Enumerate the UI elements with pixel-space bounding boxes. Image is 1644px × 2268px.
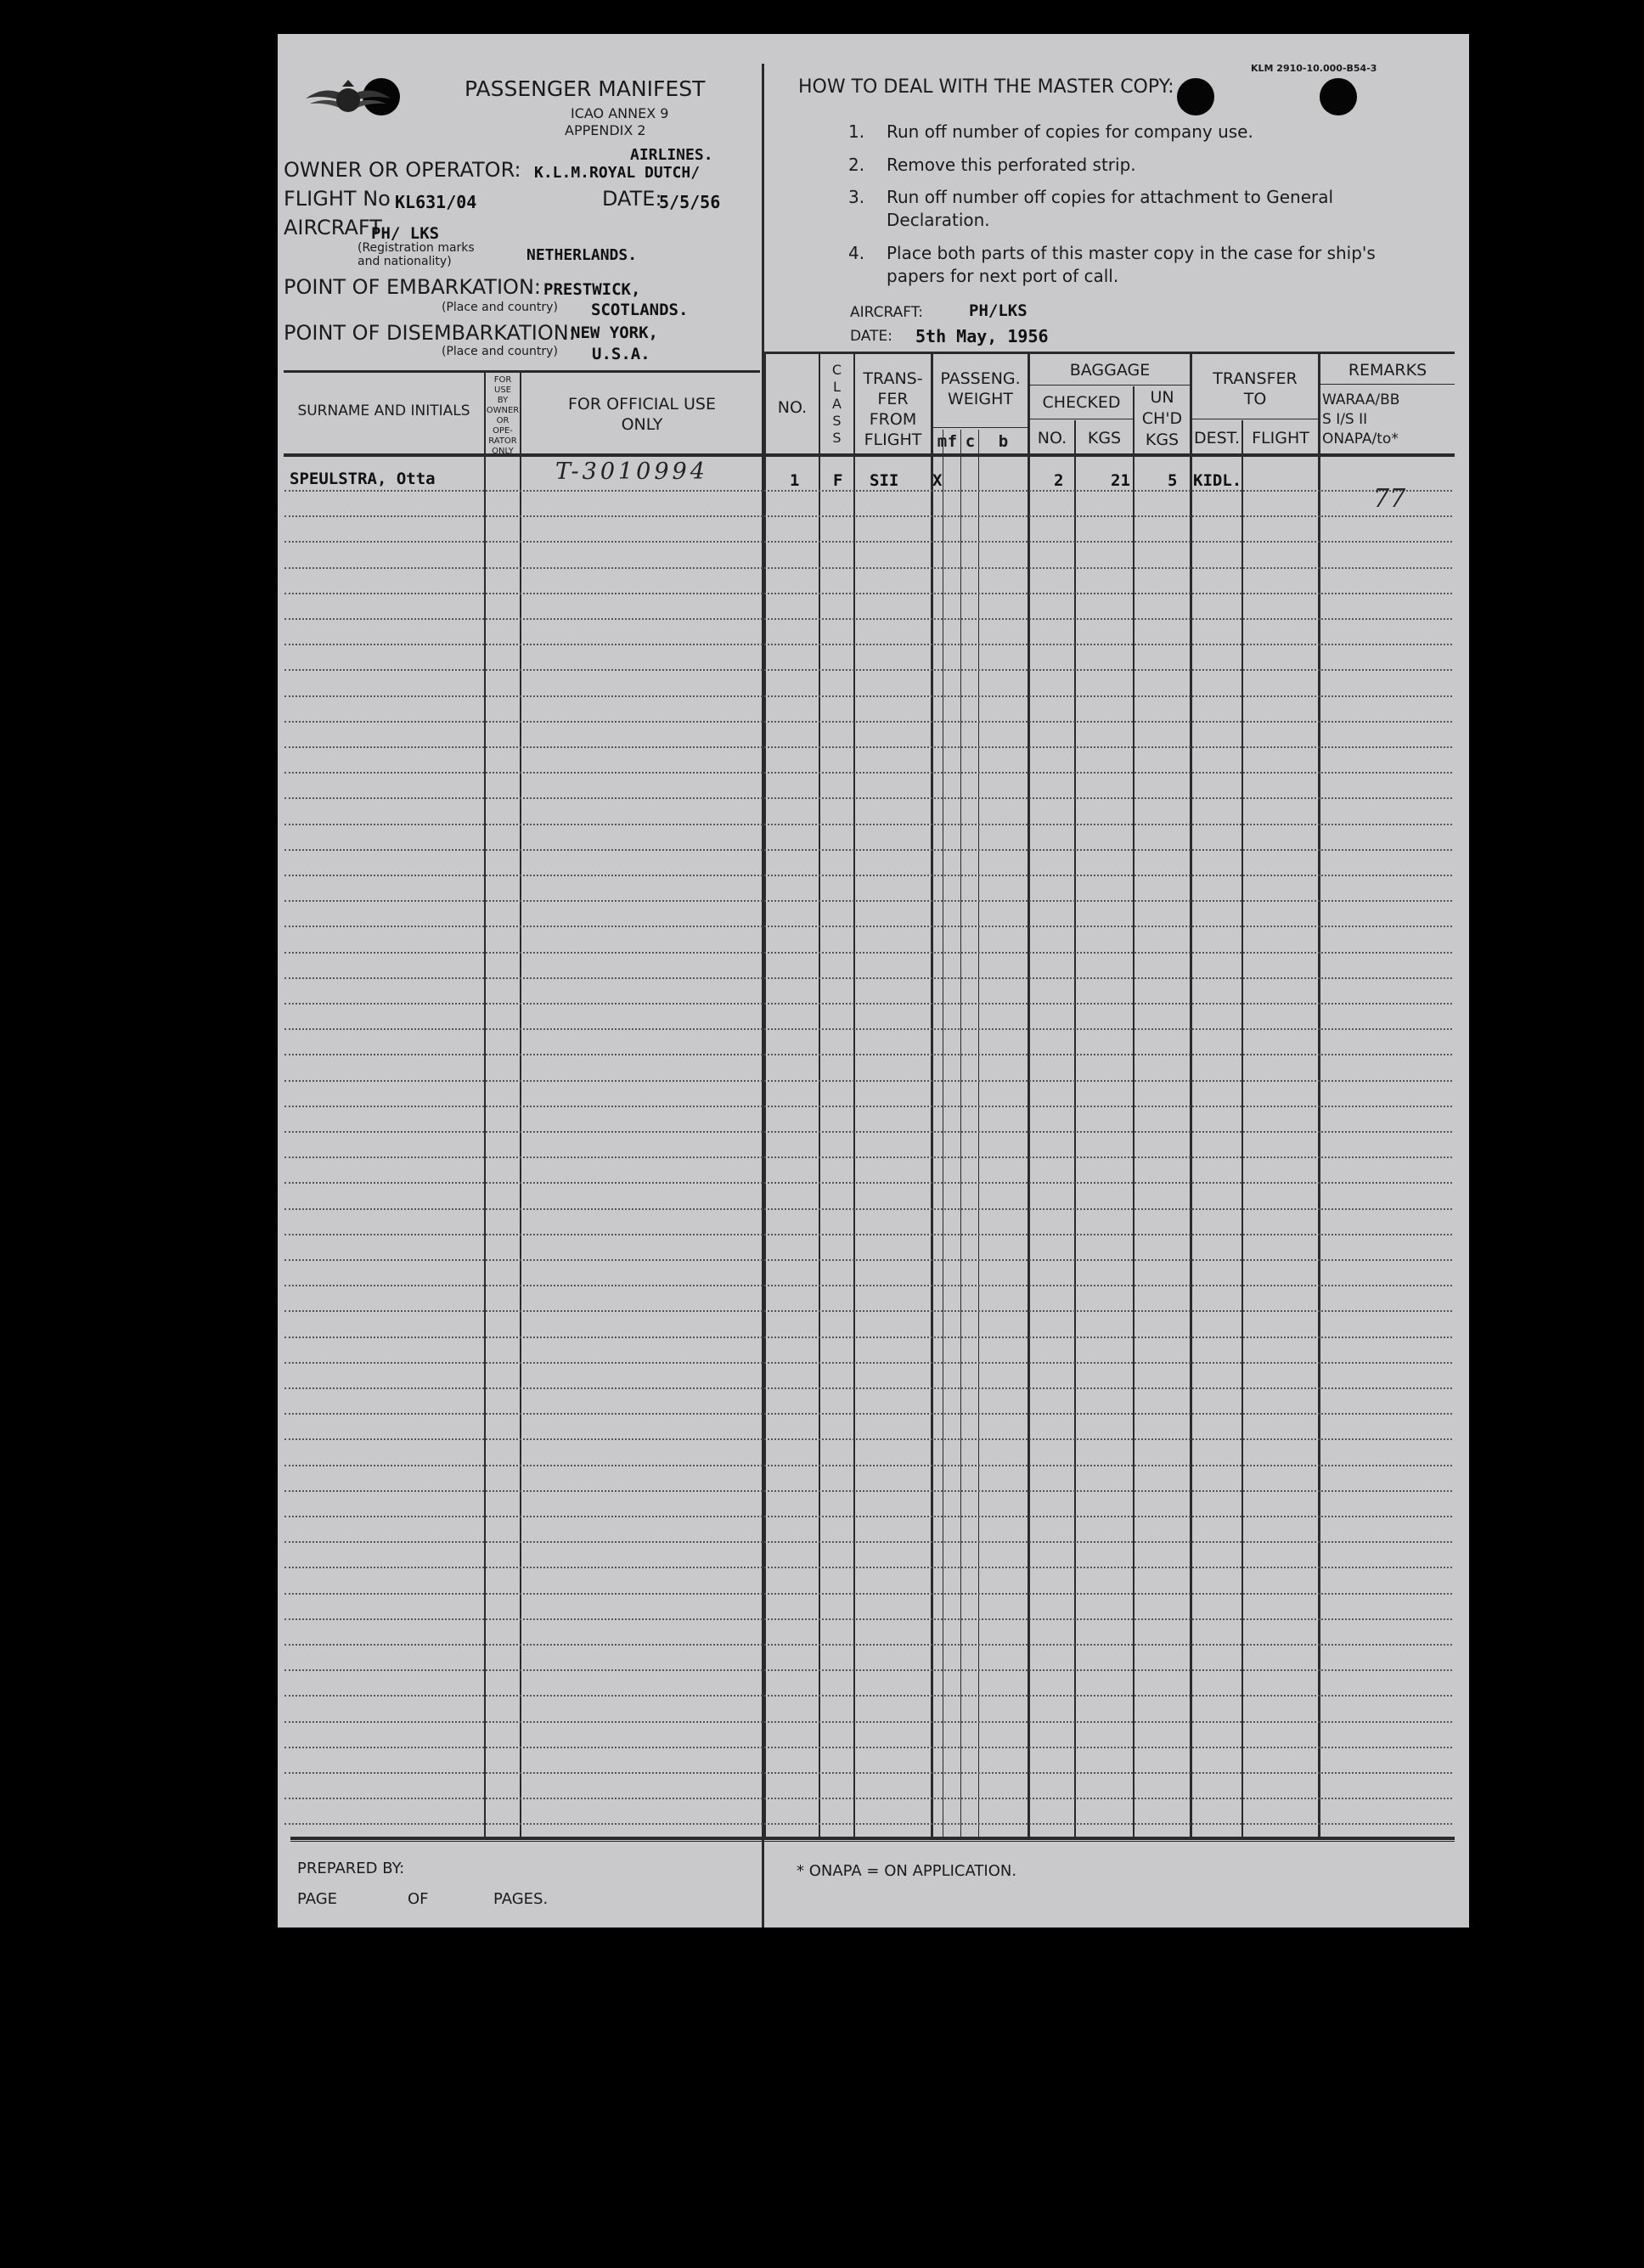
row-rule — [284, 1618, 1452, 1620]
row-rule — [284, 1721, 1452, 1723]
instr-aircraft-value: PH/LKS — [969, 301, 1028, 320]
column-divider — [1074, 420, 1076, 1839]
row-rule — [284, 593, 1452, 594]
instruction-num: 1. — [848, 121, 865, 142]
row-rule — [284, 1567, 1452, 1568]
header-weight-m: m — [937, 432, 948, 451]
embarkation-country: SCOTLANDS. — [591, 301, 689, 319]
header-transfer-to: TRANSFER TO — [1213, 369, 1298, 408]
header-checked: CHECKED — [1042, 393, 1121, 412]
row-rule — [284, 746, 1452, 748]
form-title: PASSENGER MANIFEST — [464, 76, 706, 101]
aircraft-label: AIRCRAFT — [284, 216, 382, 239]
header-surname: SURNAME AND INITIALS — [297, 402, 470, 419]
disembarkation-value: NEW YORK, — [571, 324, 658, 342]
row-rule — [284, 1413, 1452, 1415]
embarkation-label: POINT OF EMBARKATION: — [284, 275, 541, 299]
owner-value: K.L.M.ROYAL DUTCH/ — [534, 164, 701, 182]
row-weight-mark: X — [932, 471, 943, 490]
klm-logo-icon — [301, 75, 395, 126]
nationality-value: NETHERLANDS. — [526, 246, 638, 264]
row-rule — [284, 1387, 1452, 1389]
table-bottom-rule-2 — [290, 1841, 1455, 1842]
row-rule — [284, 1208, 1452, 1210]
weight-subrule — [933, 427, 1028, 428]
header-flight: FLIGHT — [1252, 429, 1309, 447]
header-weight-f: f — [947, 432, 958, 451]
aircraft-value: PH/ LKS — [371, 224, 440, 243]
row-rule — [284, 1747, 1452, 1748]
row-rule — [284, 1823, 1452, 1825]
row-rule — [284, 1182, 1452, 1184]
row-rule — [284, 541, 1452, 543]
row-no: 1 — [790, 471, 800, 490]
instr-date-value: 5th May, 1956 — [915, 326, 1049, 346]
row-surname: SPEULSTRA, Otta — [290, 470, 436, 488]
row-rule — [284, 772, 1452, 774]
date-label: DATE: — [602, 187, 662, 211]
row-baggage-no: 2 — [1054, 471, 1064, 490]
row-rule — [284, 1131, 1452, 1133]
of-label: OF — [408, 1890, 429, 1908]
header-baggage: BAGGAGE — [1069, 361, 1151, 380]
column-divider — [819, 353, 820, 1839]
onapa-note: * ONAPA = ON APPLICATION. — [797, 1862, 1017, 1880]
row-rule — [284, 1003, 1452, 1005]
header-passenger-weight: PASSENG. WEIGHT — [940, 369, 1021, 408]
row-rule — [284, 1490, 1452, 1492]
column-divider — [1241, 420, 1243, 1839]
header-rule-left — [284, 370, 760, 373]
column-divider — [931, 353, 933, 1839]
instruction-num: 3. — [848, 187, 865, 207]
column-divider — [764, 353, 766, 1839]
row-rule — [284, 1054, 1452, 1055]
row-rule — [284, 1028, 1452, 1030]
row-rule — [284, 515, 1452, 517]
row-rule — [284, 797, 1452, 799]
instr-aircraft-label: AIRCRAFT: — [850, 304, 923, 321]
row-official-number: T-3010994 — [555, 459, 708, 485]
column-divider — [1318, 353, 1320, 1839]
form-code: KLM 2910-10.000-B54-3 — [1251, 63, 1377, 74]
flight-label: FLIGHT No — [284, 187, 391, 211]
remarks-subrule — [1320, 384, 1455, 385]
owner-value-line1: AIRLINES. — [630, 146, 713, 164]
row-rule — [284, 1644, 1452, 1646]
instruction-num: 2. — [848, 155, 865, 175]
instructions-heading: HOW TO DEAL WITH THE MASTER COPY: — [798, 76, 1174, 98]
header-transfer-from: TRANS- FER FROM FLIGHT — [863, 369, 923, 449]
instr-date-label: DATE: — [850, 328, 892, 345]
baggage-subrule — [1030, 385, 1190, 386]
header-checked-kgs: KGS — [1087, 429, 1122, 447]
row-rule — [284, 1798, 1452, 1799]
date-value: 5/5/56 — [659, 192, 721, 212]
header-for-use: FOR USE BY OWNER OR OPE- RATOR ONLY — [486, 375, 520, 456]
prepared-by-label: PREPARED BY: — [297, 1860, 405, 1877]
row-rule — [284, 1593, 1452, 1595]
row-rule — [284, 1337, 1452, 1338]
punch-hole — [1320, 78, 1357, 115]
header-dest: DEST. — [1193, 429, 1241, 447]
row-rule — [284, 618, 1452, 620]
header-weight-c: c — [965, 432, 976, 451]
row-rule — [284, 721, 1452, 723]
flight-value: KL631/04 — [395, 192, 477, 212]
disembarkation-sublabel: (Place and country) — [442, 345, 558, 358]
row-rule — [284, 952, 1452, 954]
row-rule — [284, 1362, 1452, 1364]
row-rule — [284, 1438, 1452, 1440]
header-remarks: REMARKS — [1348, 361, 1427, 380]
row-rule — [284, 669, 1452, 671]
row-rule — [284, 1541, 1452, 1543]
table-header-bottom — [284, 453, 1455, 457]
row-rule — [284, 1285, 1452, 1286]
manifest-sheet — [278, 34, 1469, 1928]
row-rule — [284, 1772, 1452, 1774]
row-rule — [284, 1080, 1452, 1082]
header-checked-no: NO. — [1037, 429, 1067, 447]
header-official-use: FOR OFFICIAL USE ONLY — [567, 395, 716, 434]
row-rule — [284, 567, 1452, 569]
row-class: F — [833, 471, 843, 490]
row-rule — [284, 1669, 1452, 1671]
row-baggage-kgs: 21 — [1111, 471, 1130, 490]
row-unchecked-kgs: 5 — [1168, 471, 1178, 490]
row-rule — [284, 1157, 1452, 1158]
pages-label: PAGES. — [493, 1890, 549, 1908]
row-rule — [284, 1695, 1452, 1697]
header-remarks-codes: WARAA/BB S I/S II ONAPA/to* — [1322, 391, 1400, 447]
embarkation-sublabel: (Place and country) — [442, 301, 558, 314]
header-rule-right — [764, 352, 1455, 354]
instruction-text: Place both parts of this master copy in the case for ship's — [887, 243, 1376, 263]
instruction-num: 4. — [848, 243, 865, 263]
row-rule — [284, 875, 1452, 876]
instruction-text: papers for next port of call. — [887, 266, 1119, 286]
row-rule — [284, 1516, 1452, 1517]
disembarkation-country: U.S.A. — [592, 345, 650, 363]
embarkation-value: PRESTWICK, — [543, 280, 641, 299]
punch-hole — [1177, 78, 1214, 115]
header-class: C L A S S — [831, 362, 842, 446]
column-divider — [853, 353, 855, 1839]
row-rule — [284, 824, 1452, 825]
row-rule — [284, 900, 1452, 902]
page-label: PAGE — [297, 1890, 338, 1908]
column-divider — [960, 430, 961, 1839]
column-divider — [1028, 353, 1030, 1839]
instruction-text: Remove this perforated strip. — [887, 155, 1136, 175]
row-rule — [284, 1259, 1452, 1261]
row-remarks: 77 — [1373, 484, 1406, 514]
instruction-text: Run off number off copies for attachment to General — [887, 187, 1334, 207]
column-divider — [978, 430, 979, 1839]
form-subtitle-2: APPENDIX 2 — [565, 122, 646, 138]
row-dest: KIDL. — [1193, 471, 1242, 490]
header-weight-b: b — [998, 432, 1009, 451]
row-rule — [284, 977, 1452, 979]
row-rule — [284, 1106, 1452, 1107]
row-rule — [284, 695, 1452, 697]
row-rule — [284, 1465, 1452, 1466]
instruction-text: Run off number of copies for company use. — [887, 121, 1253, 142]
header-unchecked: UN CH'D KGS — [1141, 388, 1183, 449]
row-transfer-from: SII — [870, 471, 899, 490]
aircraft-sublabel: (Registration marks and nationality) — [358, 241, 475, 268]
header-no: NO. — [777, 398, 808, 417]
row-rule — [284, 1234, 1452, 1235]
row-rule — [284, 490, 1452, 492]
row-rule — [284, 644, 1452, 645]
row-rule — [284, 849, 1452, 851]
disembarkation-label: POINT OF DISEMBARKATION: — [284, 321, 576, 345]
table-bottom-rule — [290, 1837, 1455, 1840]
row-rule — [284, 1310, 1452, 1312]
row-rule — [284, 926, 1452, 927]
column-divider — [1133, 386, 1134, 1839]
owner-label: OWNER OR OPERATOR: — [284, 158, 521, 182]
form-subtitle: ICAO ANNEX 9 — [571, 105, 669, 121]
column-divider — [1190, 353, 1192, 1839]
instruction-text: Declaration. — [887, 210, 990, 230]
